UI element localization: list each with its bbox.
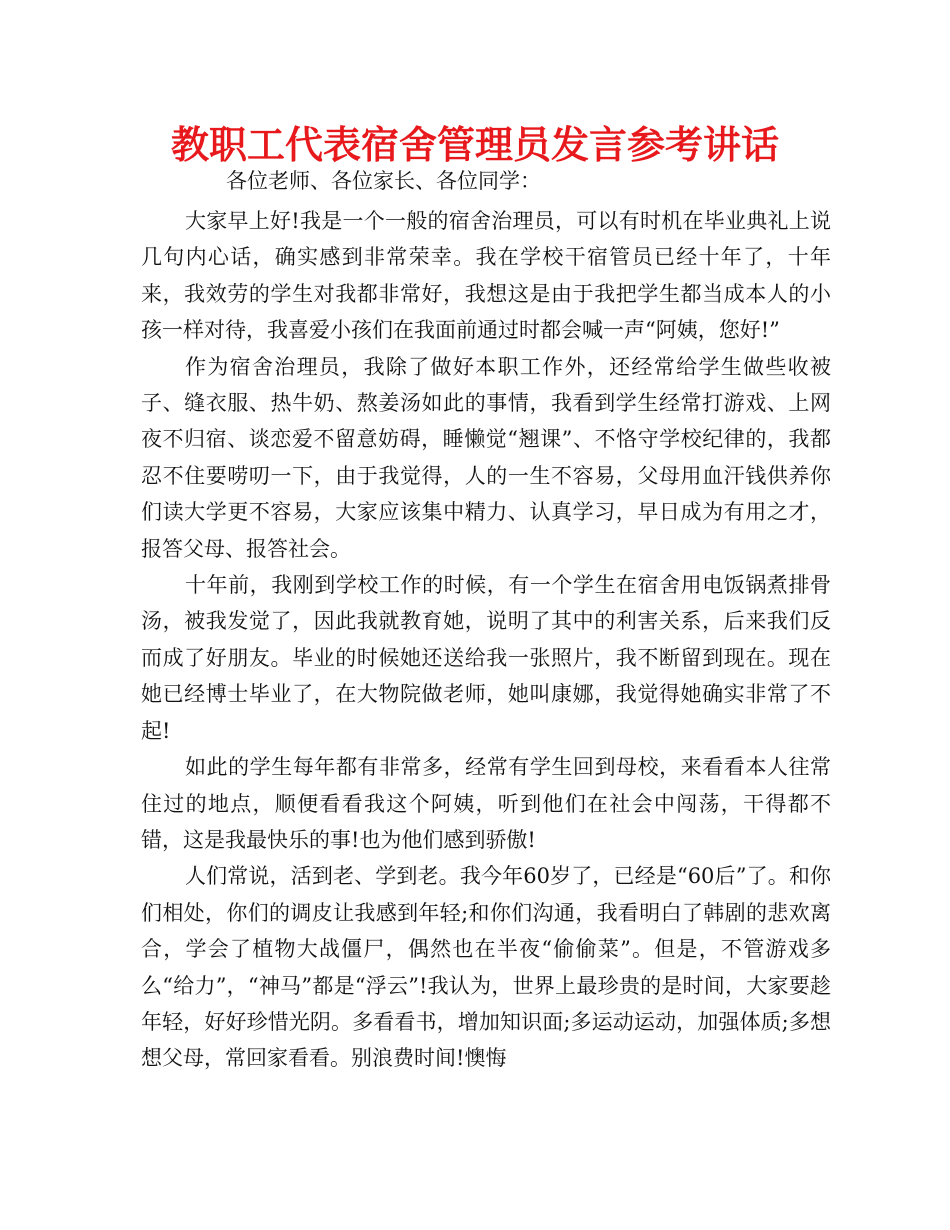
paragraph: 作为宿舍治理员，我除了做好本职工作外，还经常给学生做些收被子、缝衣服、热牛奶、熬姜汤如此的事情，我看到学生经常打游戏、上网夜不归宿、谈恋爱不留意妨碍，睡懒觉“翘课”、不恪守学校纪律的，我都忍不住要唠叨一下，由于我觉得，人的一生不容易，父母用血汗钱供养你们读大学更不容易，大家应该集中精力、认真学习，早日成为有用之才，报答父母、报答社会。 [141,354,831,561]
paragraph: 人们常说，活到老、学到老。我今年60岁了，已经是“60后”了。和你们相处，你们的调皮让我感到年轻;和你们沟通，我看明白了韩剧的悲欢离合，学会了植物大战僵尸，偶然也在半夜“偷偷菜”。但是，不管游戏多么“给力”，“神马”都是“浮云”!我认为，世界上最珍贵的是时间，大家要趁年轻，好好珍惜光阴。多看看书，增加知识面;多运动运动，加强体质;多想想父母，常回家看看。别浪费时间!懊悔 [141,864,831,1071]
paragraph: 十年前，我刚到学校工作的时候，有一个学生在宿舍用电饭锅煮排骨汤，被我发觉了，因此我就教育她，说明了其中的利害关系，后来我们反而成了好朋友。毕业的时候她还送给我一张照片，我不断留到现在。现在她已经博士毕业了，在大物院做老师，她叫康娜，我觉得她确实非常了不起! [141,573,831,743]
document-title: 教职工代表宿舍管理员发言参考讲话 [170,123,779,167]
document-body [141,203,831,1077]
paragraph: 大家早上好!我是一个一般的宿舍治理员，可以有时机在毕业典礼上说几句内心话，确实感到非常荣幸。我在学校干宿管员已经十年了，十年来，我效劳的学生对我都非常好，我想这是由于我把学生都当成本人的小孩一样对待，我喜爱小孩们在我面前通过时都会喊一声“阿姨，您好!” [141,209,831,343]
paragraph: 如此的学生每年都有非常多，经常有学生回到母校，来看看本人往常住过的地点，顺便看看我这个阿姨，听到他们在社会中闯荡，干得都不错，这是我最快乐的事!也为他们感到骄傲! [141,755,831,852]
salutation: 各位老师、各位家长、各位同学： [226,169,541,193]
